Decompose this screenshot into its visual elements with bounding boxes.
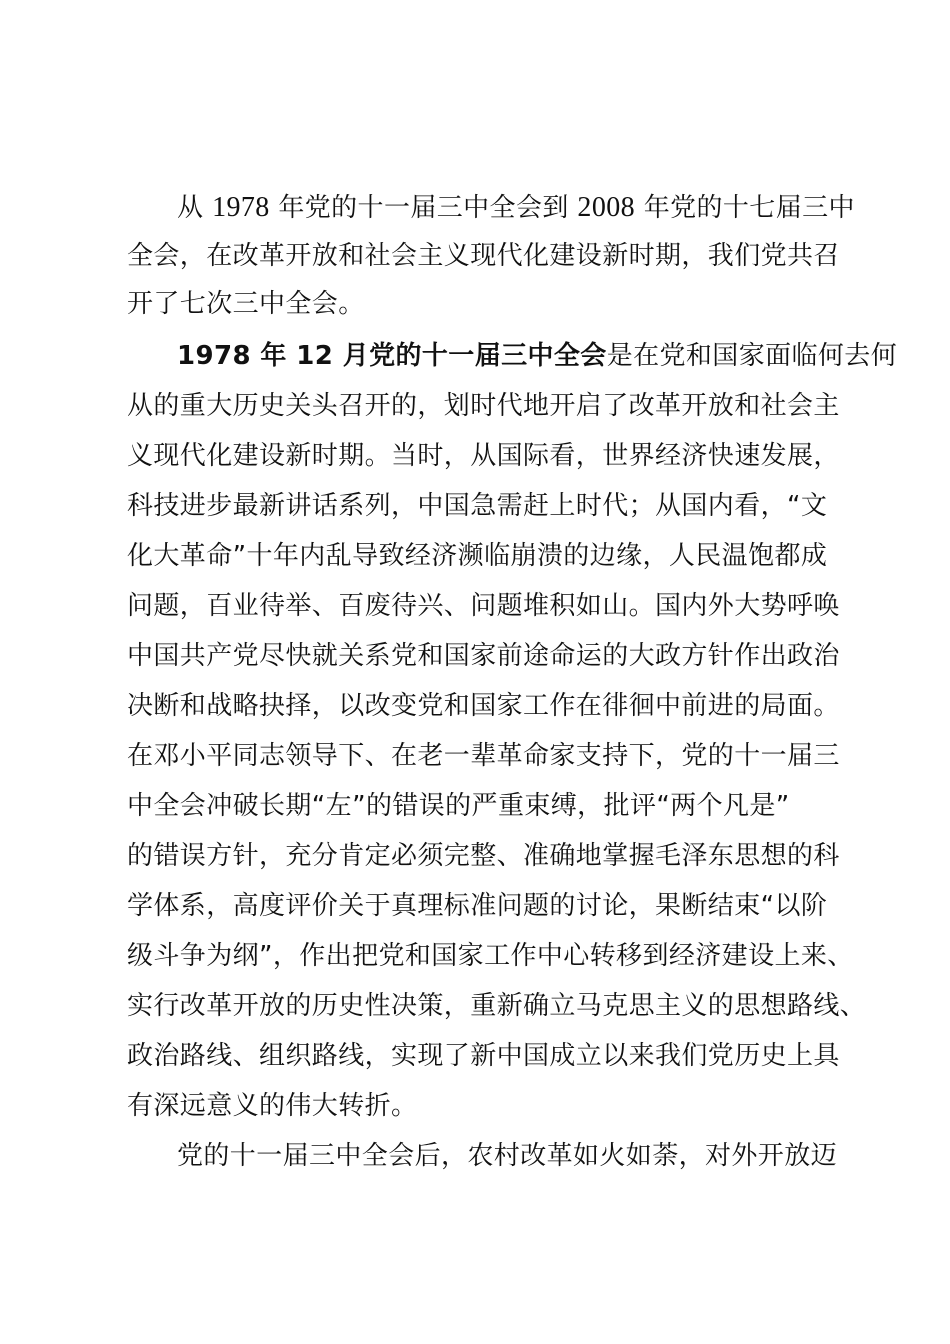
paragraph-1-line-2: 全会，在改革开放和社会主义现代化建设新时期，我们党共召 — [127, 241, 840, 271]
paragraph-2-line: 有深远意义的伟大转折。 — [127, 1091, 418, 1121]
paragraph-2-lead-rest: 是在党和国家面临何去何 — [606, 341, 898, 371]
paragraph-1-text-mid: 年党的十一届三中全会到 — [269, 193, 578, 223]
paragraph-1-line-3: 开了七次三中全会。 — [127, 289, 365, 319]
paragraph-2-line: 义现代化建设新时期。当时，从国际看，世界经济快速发展， — [127, 441, 840, 471]
paragraph-2-line-1 — [177, 336, 897, 376]
paragraph-2-line: 科技进步最新讲话系列，中国急需赶上时代；从国内看，“文 — [127, 491, 828, 521]
paragraph-2-line: 在邓小平同志领导下、在老一辈革命家支持下，党的十一届三 — [127, 741, 840, 771]
paragraph-2-line: 决断和战略抉择，以改变党和国家工作在徘徊中前进的局面。 — [127, 691, 840, 721]
paragraph-1-text-post: 年党的十七届三中 — [635, 193, 855, 223]
paragraph-2-line: 实行改革开放的历史性决策，重新确立马克思主义的思想路线、 — [127, 991, 867, 1021]
paragraph-2-line: 中全会冲破长期“左”的错误的严重束缚，批评“两个凡是” — [127, 791, 790, 821]
paragraph-2-line: 的错误方针，充分肯定必须完整、准确地掌握毛泽东思想的科 — [127, 841, 840, 871]
paragraph-2-line: 从的重大历史关头召开的，划时代地开启了改革开放和社会主 — [127, 391, 840, 421]
paragraph-2-line: 政治路线、组织路线，实现了新中国成立以来我们党历史上具 — [127, 1041, 840, 1071]
year-2008: 2008 — [577, 192, 636, 223]
paragraph-1-line-1 — [177, 188, 855, 228]
paragraph-2-line: 级斗争为纲”，作出把党和国家工作中心转移到经济建设上来、 — [127, 941, 854, 971]
paragraph-2-line: 化大革命”十年内乱导致经济濒临崩溃的边缘，人民温饱都成 — [127, 541, 828, 571]
paragraph-2-bold-lead: 1978 年 12 月党的十一届三中全会 — [177, 341, 607, 371]
year-1978: 1978 — [212, 192, 270, 223]
paragraph-3-line-1: 党的十一届三中全会后，农村改革如火如荼，对外开放迈 — [177, 1141, 838, 1171]
paragraph-2-line: 问题，百业待举、百废待兴、问题堆积如山。国内外大势呼唤 — [127, 591, 840, 621]
paragraph-1-text-pre: 从 — [177, 193, 213, 223]
paragraph-2-line: 中国共产党尽快就关系党和国家前途命运的大政方针作出政治 — [127, 641, 840, 671]
paragraph-2-line: 学体系，高度评价关于真理标准问题的讨论，果断结束“以阶 — [127, 891, 828, 921]
